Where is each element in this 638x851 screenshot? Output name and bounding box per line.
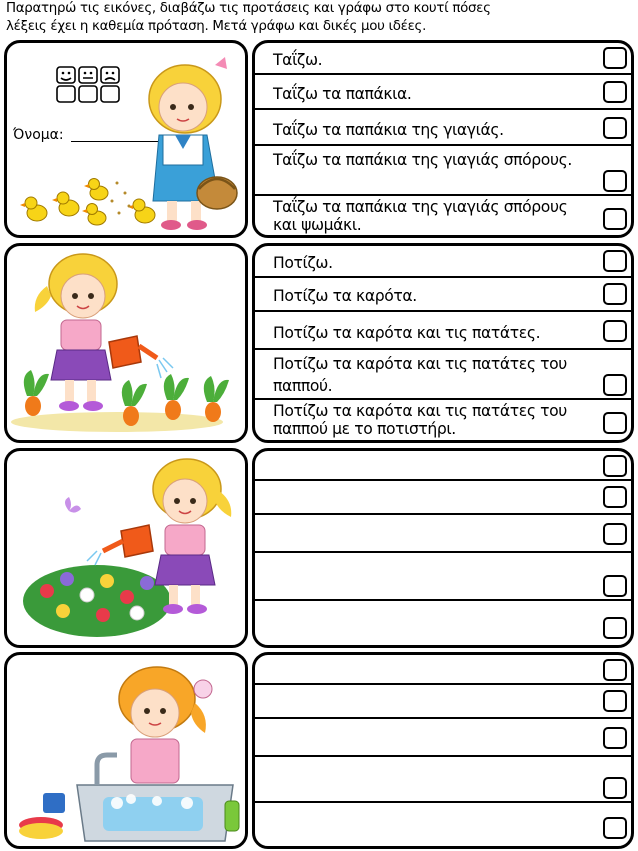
word-count-box[interactable] <box>603 455 627 477</box>
illustration-panel-4 <box>4 652 248 849</box>
sentence-row <box>255 350 631 400</box>
sentence-row <box>255 685 631 719</box>
sentence-text: Ποτίζω τα καρότα και τις πατάτες του παππού με το ποτιστήρι. <box>273 402 567 438</box>
sentence-row <box>255 75 631 110</box>
illustration-panel-3 <box>4 448 248 648</box>
name-label: Όνομα: <box>13 127 64 143</box>
sentence-text: Ποτίζω τα καρότα και τις πατάτες του παππού. <box>273 355 567 395</box>
word-count-box[interactable] <box>603 170 627 192</box>
word-count-box[interactable] <box>603 117 627 139</box>
word-count-box[interactable] <box>603 412 627 434</box>
word-count-box[interactable] <box>603 81 627 103</box>
sentence-text: Ταΐζω τα παπάκια της γιαγιάς. <box>273 121 504 139</box>
word-count-box[interactable] <box>603 659 627 681</box>
sentence-row <box>255 515 631 553</box>
sentence-text: Ταΐζω τα παπάκια. <box>273 85 412 103</box>
word-count-box[interactable] <box>603 617 627 639</box>
instructions-line-1: Παρατηρώ τις εικόνες, διαβάζω τις προτάσεις και γράφω στο κουτί πόσες <box>6 1 491 16</box>
word-count-box[interactable] <box>603 47 627 69</box>
word-count-box[interactable] <box>603 374 627 396</box>
illustration-panel-1 <box>4 40 248 238</box>
sentence-text: Ποτίζω τα καρότα. <box>273 287 417 305</box>
sentence-row <box>255 481 631 515</box>
word-count-box[interactable] <box>603 575 627 597</box>
sentence-text: Ταΐζω. <box>273 51 323 69</box>
sentence-text: Ταΐζω τα παπάκια της γιαγιάς σπόρους και ψωμάκι. <box>273 198 568 234</box>
sentence-row <box>255 400 631 440</box>
word-count-box[interactable] <box>603 320 627 342</box>
instructions-line-2: λέξεις έχει η καθεμία πρόταση. Μετά γράφω και δικές μου ιδέες. <box>6 19 427 34</box>
sentences-panel-2 <box>252 243 634 443</box>
word-count-box[interactable] <box>603 817 627 839</box>
sentence-row <box>255 110 631 146</box>
word-count-box[interactable] <box>603 777 627 799</box>
girl-watering-carrots-illustration <box>7 246 245 440</box>
sentence-row <box>255 803 631 846</box>
girl-watering-flowers-illustration <box>7 451 245 645</box>
sentences-panel-3 <box>252 448 634 648</box>
illustration-panel-2 <box>4 243 248 443</box>
word-count-box[interactable] <box>603 250 627 272</box>
sentences-panel-4 <box>252 652 634 849</box>
sentence-row <box>255 451 631 481</box>
word-count-box[interactable] <box>603 208 627 230</box>
sentence-row <box>255 312 631 350</box>
sentence-row <box>255 553 631 601</box>
word-count-box[interactable] <box>603 690 627 712</box>
girl-washing-dishes-illustration <box>7 655 245 846</box>
sentence-row <box>255 655 631 685</box>
word-count-box[interactable] <box>603 283 627 305</box>
sentence-row <box>255 246 631 278</box>
sentence-text: Ποτίζω. <box>273 254 333 272</box>
sentence-row <box>255 757 631 803</box>
word-count-box[interactable] <box>603 727 627 749</box>
sentence-text: Ταΐζω τα παπάκια της γιαγιάς σπόρους. <box>273 151 572 169</box>
word-count-box[interactable] <box>603 523 627 545</box>
sentence-row <box>255 278 631 312</box>
sentence-row <box>255 146 631 196</box>
sentence-row <box>255 43 631 75</box>
girl-feeding-ducklings-illustration <box>7 43 245 235</box>
sentence-text: Ποτίζω τα καρότα και τις πατάτες. <box>273 324 541 342</box>
instructions <box>6 0 634 36</box>
sentence-row <box>255 719 631 757</box>
sentence-row <box>255 196 631 235</box>
word-count-box[interactable] <box>603 486 627 508</box>
sentences-panel-1 <box>252 40 634 238</box>
sentence-row <box>255 601 631 645</box>
